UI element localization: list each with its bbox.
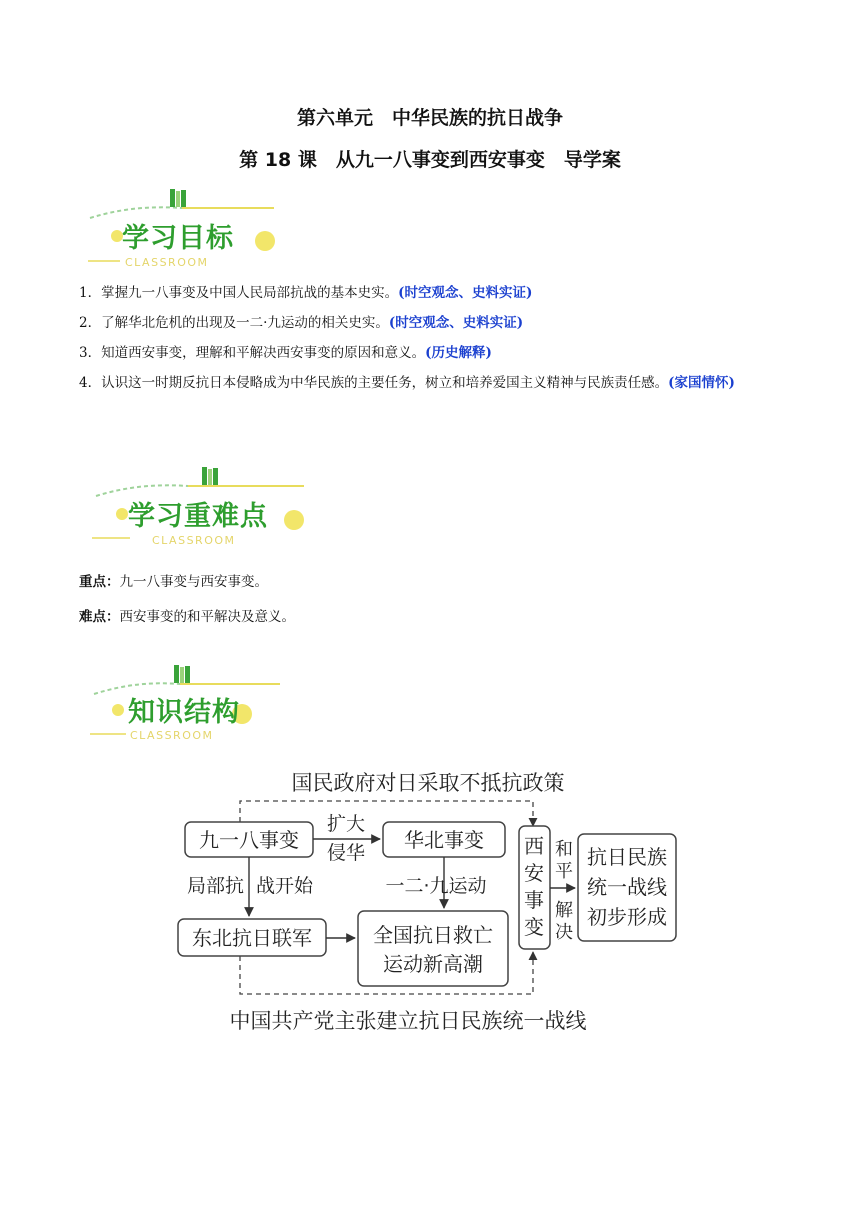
objective-tag: (历史解释) bbox=[425, 345, 492, 361]
label-peace: 决 bbox=[555, 922, 573, 943]
lesson-title: 第 18 课 从九一八事变到西安事变 导学案 bbox=[239, 149, 621, 171]
label-peace: 和 bbox=[555, 839, 573, 860]
section-subheading: CLASSROOM bbox=[125, 256, 209, 269]
objective-item bbox=[79, 338, 789, 368]
node-result-line: 初步形成 bbox=[587, 905, 667, 929]
key-text: 九一八事变与西安事变。 bbox=[119, 574, 268, 590]
node-northeast: 东北抗日联军 bbox=[192, 926, 312, 950]
label-129: 一二·九运动 bbox=[385, 875, 487, 897]
difficult-text: 西安事变的和平解决及意义。 bbox=[119, 609, 295, 625]
section-banner-structure bbox=[82, 662, 312, 748]
objective-text: 4．认识这一时期反抗日本侵略成为中华民族的主要任务，树立和培养爱国主义精神与民族责任感。 bbox=[79, 375, 669, 391]
node-result-line: 抗日民族 bbox=[587, 845, 667, 869]
objective-tag: (时空观念、史料实证) bbox=[398, 285, 533, 301]
section-subheading: CLASSROOM bbox=[130, 729, 214, 742]
section-subheading: CLASSROOM bbox=[152, 534, 236, 547]
label-expand: 扩大 bbox=[326, 813, 366, 835]
diagram-bottom-label: 中国共产党主张建立抗日民族统一战线 bbox=[229, 1009, 587, 1033]
section-heading: 学习重难点 bbox=[128, 501, 268, 532]
node-national-line: 全国抗日救亡 bbox=[373, 923, 493, 947]
node-national-line: 运动新高潮 bbox=[383, 952, 483, 976]
difficult-label: 难点： bbox=[79, 609, 120, 625]
objective-text: 1．掌握九一八事变及中国人民局部抗战的基本史实。 bbox=[79, 285, 399, 301]
objective-item bbox=[79, 308, 789, 338]
section-heading: 学习目标 bbox=[122, 223, 234, 254]
difficult-point bbox=[79, 605, 295, 625]
node-xian-char: 安 bbox=[524, 861, 544, 885]
objective-item bbox=[79, 278, 789, 308]
label-local: 战开始 bbox=[256, 875, 314, 897]
objective-item bbox=[79, 368, 789, 398]
section-heading: 知识结构 bbox=[128, 697, 240, 728]
node-result-line: 统一战线 bbox=[587, 875, 667, 899]
label-peace: 解 bbox=[555, 900, 573, 921]
node-xian-char: 西 bbox=[524, 834, 544, 858]
node-huabei: 华北事变 bbox=[404, 828, 484, 852]
objective-tag: (家国情怀) bbox=[668, 375, 735, 391]
objective-text: 3．知道西安事变，理解和平解决西安事变的原因和意义。 bbox=[79, 345, 426, 361]
key-label: 重点： bbox=[79, 574, 120, 590]
node-918: 九一八事变 bbox=[199, 828, 299, 852]
label-local: 局部抗 bbox=[186, 875, 244, 897]
section-banner-key-points bbox=[82, 464, 312, 550]
node-xian-char: 变 bbox=[524, 915, 544, 939]
knowledge-structure-diagram bbox=[168, 766, 688, 1036]
objective-text: 2．了解华北危机的出现及一二·九运动的相关史实。 bbox=[79, 315, 389, 331]
unit-title: 第六单元 中华民族的抗日战争 bbox=[296, 107, 563, 129]
key-point bbox=[79, 570, 268, 590]
node-xian-char: 事 bbox=[524, 888, 544, 912]
label-peace: 平 bbox=[555, 861, 573, 882]
diagram-top-label: 国民政府对日采取不抵抗政策 bbox=[291, 771, 565, 795]
label-expand: 侵华 bbox=[326, 842, 366, 864]
section-banner-objectives bbox=[82, 186, 312, 272]
objective-tag: (时空观念、史料实证) bbox=[388, 315, 524, 331]
